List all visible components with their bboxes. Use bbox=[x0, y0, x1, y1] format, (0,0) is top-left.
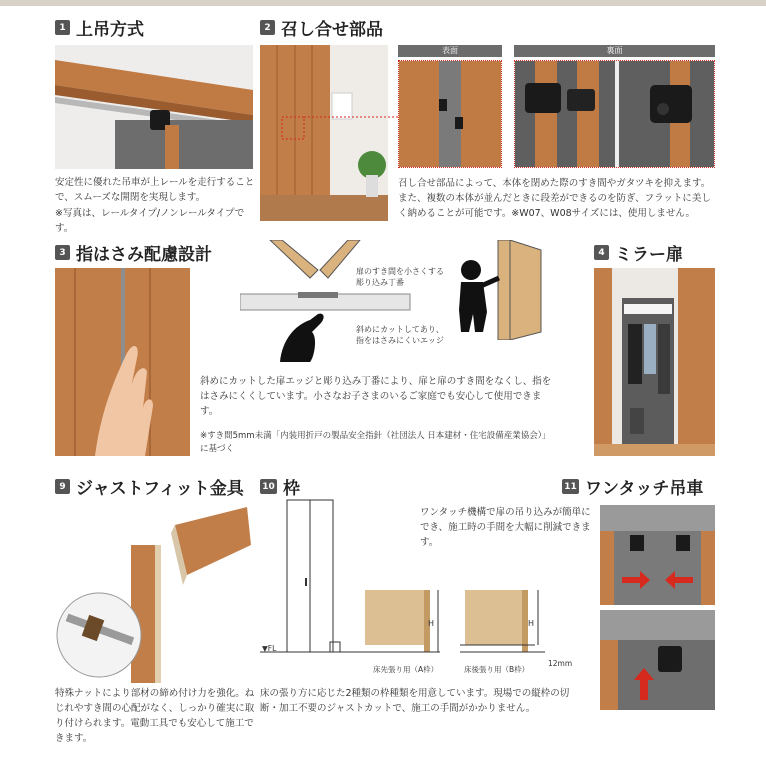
just-fit-hardware-photo bbox=[55, 505, 255, 683]
h-label-a: H bbox=[428, 619, 435, 628]
section-2-title bbox=[260, 15, 383, 40]
section-number-badge: 4 bbox=[594, 245, 609, 260]
a-frame-caption: 床先張り用（A枠） bbox=[373, 665, 439, 674]
section-number-badge: 11 bbox=[562, 479, 579, 494]
back-label: 裏面 bbox=[514, 45, 715, 57]
section-9-title bbox=[55, 474, 244, 499]
one-touch-hanger-photo-2 bbox=[600, 610, 715, 710]
section-1-description: 安定性に優れた吊車が上レールを走行することで、スムーズな開閉を実現します。 bbox=[55, 177, 255, 203]
section-number-badge: 3 bbox=[55, 245, 70, 260]
callout-1-line-1: 扉のすき間を小さくする bbox=[356, 267, 444, 276]
callout-2-line-1: 斜めにカットしてあり、 bbox=[356, 325, 444, 334]
front-label: 表面 bbox=[398, 45, 502, 57]
section-9-description: 特殊ナットにより部材の締め付け力を強化。ねじれやすき間の心配がなく、しっかり確実に取り付けられます。電動工具でも安心して施工できます。 bbox=[55, 688, 255, 744]
section-number-badge: 9 bbox=[55, 479, 70, 494]
front-part-photo bbox=[398, 60, 502, 168]
dimension-12mm: 12mm bbox=[548, 659, 573, 668]
section-title-text: 召し合せ部品 bbox=[281, 20, 383, 40]
section-3-title bbox=[55, 240, 212, 265]
section-2-description: 召し合せ部品によって、本体を閉めた際のすき間やガタツキを抑えます。また、複数の本体が並んだときに段差ができるのを防ぎ、フラットに美しく納めることが可能です。※W07、W08サイズには、使用しません。 bbox=[398, 178, 711, 219]
callout-1-line-2: 彫り込み丁番 bbox=[356, 278, 404, 287]
one-touch-hanger-photo-1 bbox=[600, 505, 715, 605]
h-label-b: H bbox=[528, 619, 535, 628]
section-3-note: ※すき間5mm未満「内装用折戸の製品安全指針（社団法人 日本建材・住宅設備産業協会）」に基づく bbox=[200, 431, 551, 454]
section-title-text: ミラー扉 bbox=[615, 245, 683, 265]
section-title-text: 指はさみ配慮設計 bbox=[76, 245, 212, 265]
top-hung-rail-photo bbox=[55, 45, 253, 169]
section-number-badge: 10 bbox=[260, 479, 277, 494]
child-door-illustration bbox=[443, 240, 563, 340]
section-title-text: ワンタッチ吊車 bbox=[585, 479, 704, 499]
section-3-description: 斜めにカットした扉エッジと彫り込み丁番により、扉と扉のすき間をなくし、指をはさみにくくしています。小さなお子さまのいるご家庭でも安心して使用できます。 bbox=[200, 376, 552, 417]
finger-safe-door-photo bbox=[55, 268, 190, 456]
section-1-title bbox=[55, 15, 144, 40]
b-frame-caption: 床後張り用（B枠） bbox=[464, 665, 530, 674]
fl-label: ▼FL bbox=[262, 644, 277, 653]
section-11-title bbox=[562, 474, 703, 499]
top-border bbox=[0, 0, 766, 6]
section-4-title bbox=[594, 240, 683, 265]
section-number-badge: 1 bbox=[55, 20, 70, 35]
section-title-text: 枠 bbox=[283, 479, 300, 499]
section-number-badge: 2 bbox=[260, 20, 275, 35]
mirror-door-closet-photo bbox=[594, 268, 715, 456]
section-11-description: ワンタッチ機構で扉の吊り込みが簡単にでき、施工時の手間を大幅に削減できます。 bbox=[420, 507, 591, 548]
section-1-note: ※写真は、レールタイプ/ノンレールタイプです。 bbox=[55, 208, 245, 234]
section-title-text: ジャストフィット金具 bbox=[76, 479, 244, 499]
back-part-photo bbox=[514, 60, 715, 168]
callout-2-line-2: 指をはさみにくいエッジ bbox=[356, 336, 444, 345]
section-10-description: 床の張り方に応じた2種類の枠種類を用意しています。現場での縦枠の切断・加工不要のジャストカットで、施工の手間がかかりません。 bbox=[260, 688, 570, 714]
closet-door-room-photo bbox=[260, 45, 388, 221]
section-title-text: 上吊方式 bbox=[76, 20, 144, 40]
